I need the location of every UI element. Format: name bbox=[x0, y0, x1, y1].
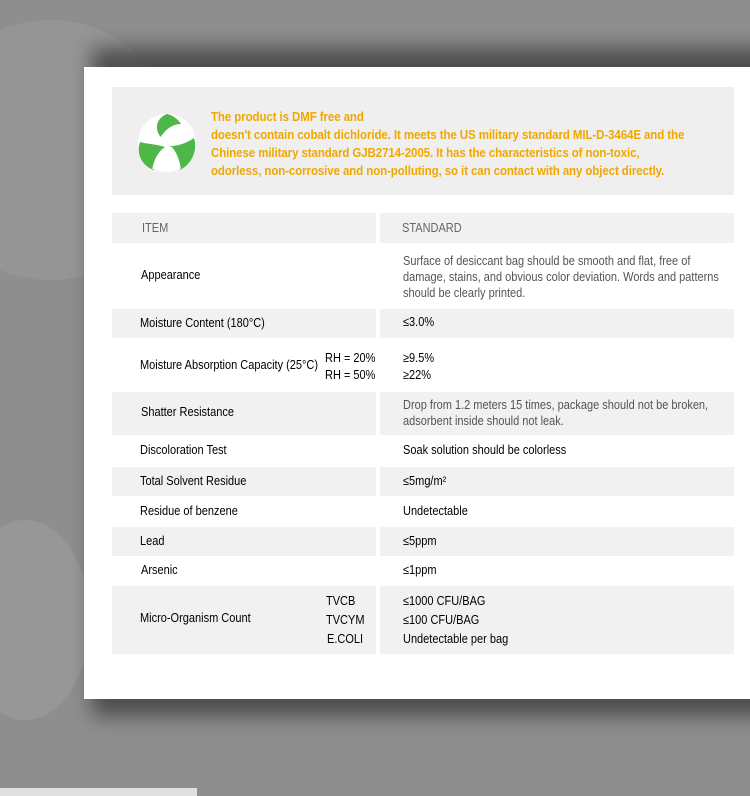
row-standard: Undetectable bbox=[403, 504, 468, 518]
row-standard: ≤5mg/m² bbox=[403, 474, 447, 488]
row-item: Residue of benzene bbox=[140, 504, 238, 518]
row-item: Total Solvent Residue bbox=[140, 474, 247, 488]
row-item: Moisture Absorption Capacity (25°C) bbox=[140, 358, 319, 372]
row-sub-label: E.COLI bbox=[327, 632, 364, 646]
banner-text: The product is DMF free and doesn't contain cobalt dichloride. It meets the US military standard MIL-D-3464E and the Chinese military standard GJB2714-2005. It has the characteristics of non-toxic, odorless, non-corrosive and non-polluting, so it can contact with any object directly. bbox=[211, 110, 685, 178]
background-strip bbox=[0, 788, 197, 796]
row-item: Lead bbox=[140, 534, 165, 548]
row-item: Discoloration Test bbox=[140, 443, 227, 457]
row-standard: Undetectable per bag bbox=[403, 632, 509, 646]
row-item: Micro-Organism Count bbox=[140, 611, 251, 625]
row-sub-label: TVCYM bbox=[326, 613, 365, 627]
row-standard: ≥9.5% bbox=[403, 351, 435, 365]
row-item: Shatter Resistance bbox=[141, 405, 234, 419]
row-standard: Soak solution should be colorless bbox=[403, 443, 567, 457]
row-standard: Surface of desiccant bag should be smooth and flat, free of damage, stains, and obvious color deviation. Words and patterns should be clearly printed. bbox=[403, 254, 719, 300]
row-standard: Drop from 1.2 meters 15 times, package should not be broken, adsorbent inside should not leak. bbox=[403, 398, 709, 428]
row-standard: ≤100 CFU/BAG bbox=[403, 613, 480, 627]
row-standard: ≤1ppm bbox=[403, 563, 437, 577]
header-standard: STANDARD bbox=[402, 221, 462, 235]
row-item: Arsenic bbox=[141, 563, 178, 577]
row-sub-label: RH = 50% bbox=[325, 368, 376, 382]
row-sub-label: RH = 20% bbox=[325, 351, 376, 365]
header-item: ITEM bbox=[142, 221, 169, 235]
row-item: Appearance bbox=[141, 268, 201, 282]
row-item: Moisture Content (180°C) bbox=[140, 316, 265, 330]
row-standard: ≤3.0% bbox=[403, 315, 435, 329]
background-shape bbox=[0, 520, 90, 720]
row-standard: ≥22% bbox=[403, 368, 432, 382]
row-standard: ≤1000 CFU/BAG bbox=[403, 594, 486, 608]
recycle-leaf-icon bbox=[134, 112, 200, 172]
row-standard: ≤5ppm bbox=[403, 534, 437, 548]
row-sub-label: TVCB bbox=[326, 594, 356, 608]
